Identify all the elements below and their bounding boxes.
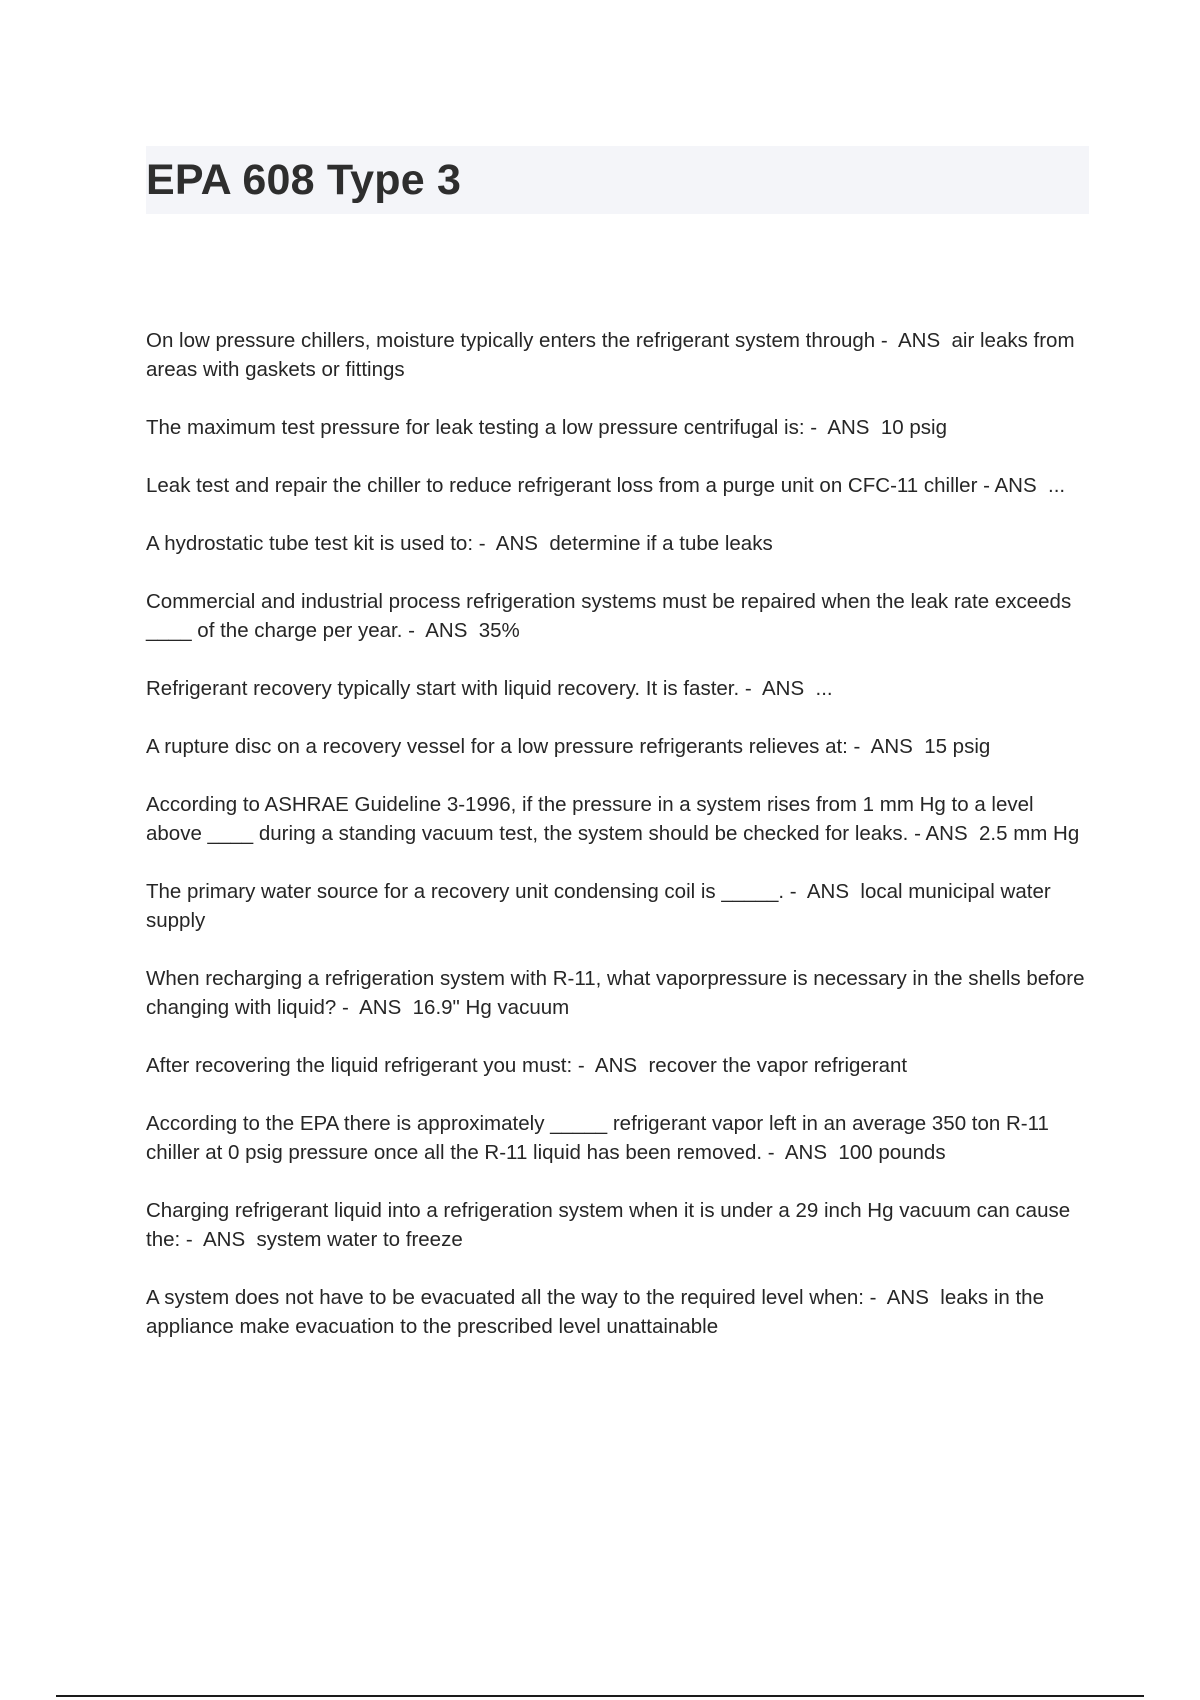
- qa-item: Charging refrigerant liquid into a refrigeration system when it is under a 29 inch Hg vacuum can cause the: - ANS system water to freeze: [146, 1199, 1076, 1251]
- qa-item: Commercial and industrial process refrigeration systems must be repaired when the leak rate exceeds ____ of the charge per year. - ANS 35%: [146, 590, 1077, 642]
- page-bottom-divider: [56, 1695, 1144, 1697]
- qa-item: A hydrostatic tube test kit is used to: - ANS determine if a tube leaks: [146, 532, 773, 555]
- qa-item: Refrigerant recovery typically start with liquid recovery. It is faster. - ANS ...: [146, 677, 833, 700]
- qa-item: When recharging a refrigeration system with R-11, what vaporpressure is necessary in the shells before changing with liquid? - ANS 16.9" Hg vacuum: [146, 967, 1091, 1019]
- page-title: EPA 608 Type 3: [146, 156, 462, 204]
- qa-item: A system does not have to be evacuated all the way to the required level when: - ANS leaks in the appliance make evacuation to the prescribed level unattainable: [146, 1286, 1050, 1338]
- qa-item: A rupture disc on a recovery vessel for a low pressure refrigerants relieves at: - ANS 15 psig: [146, 735, 991, 758]
- qa-list: [146, 326, 1091, 1370]
- qa-item: On low pressure chillers, moisture typically enters the refrigerant system through - ANS air leaks from areas with gaskets or fittings: [146, 329, 1081, 381]
- qa-item: The primary water source for a recovery unit condensing coil is _____. - ANS local municipal water supply: [146, 880, 1057, 932]
- title-banner: [146, 146, 1089, 214]
- qa-item: According to ASHRAE Guideline 3-1996, if the pressure in a system rises from 1 mm Hg to a level above ____ during a standing vacuum test, the system should be checked for leaks. - ANS 2.5 mm Hg: [146, 793, 1080, 845]
- qa-item: Leak test and repair the chiller to reduce refrigerant loss from a purge unit on CFC-11 chiller - ANS ...: [146, 474, 1066, 497]
- qa-item: After recovering the liquid refrigerant you must: - ANS recover the vapor refrigerant: [146, 1054, 908, 1077]
- qa-item: According to the EPA there is approximately _____ refrigerant vapor left in an average 350 ton R-11 chiller at 0 psig pressure once all the R-11 liquid has been removed. - ANS 100 pounds: [146, 1112, 1055, 1164]
- qa-item: The maximum test pressure for leak testing a low pressure centrifugal is: - ANS 10 psig: [146, 416, 947, 439]
